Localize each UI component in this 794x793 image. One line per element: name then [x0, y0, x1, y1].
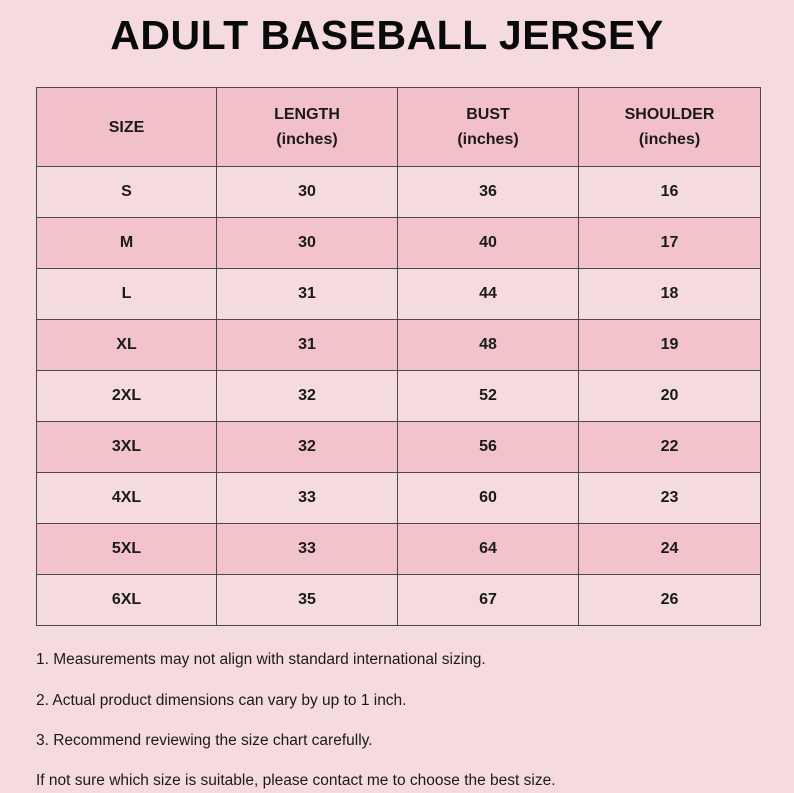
- cell-length: 31: [217, 269, 398, 320]
- header-size: [37, 88, 217, 167]
- cell-length: 30: [217, 167, 398, 218]
- cell-length: 35: [217, 575, 398, 626]
- cell-size: 6XL: [37, 575, 217, 626]
- cell-length: 32: [217, 422, 398, 473]
- cell-bust: 44: [398, 269, 579, 320]
- cell-shoulder: 18: [579, 269, 761, 320]
- cell-bust: 36: [398, 167, 579, 218]
- header-length-label: LENGTH: [274, 106, 340, 123]
- cell-shoulder: 20: [579, 371, 761, 422]
- page-title: ADULT BASEBALL JERSEY: [110, 12, 664, 58]
- cell-size: 4XL: [37, 473, 217, 524]
- note-item: 1. Measurements may not align with standard international sizing.: [36, 651, 486, 668]
- table-row: [37, 422, 761, 473]
- cell-bust: 48: [398, 320, 579, 371]
- cell-size: S: [37, 167, 217, 218]
- cell-length: 32: [217, 371, 398, 422]
- cell-shoulder: 26: [579, 575, 761, 626]
- table-row: [37, 320, 761, 371]
- header-length-unit: (inches): [276, 131, 338, 148]
- cell-shoulder: 16: [579, 167, 761, 218]
- cell-length: 31: [217, 320, 398, 371]
- cell-shoulder: 23: [579, 473, 761, 524]
- note-item: If not sure which size is suitable, please contact me to choose the best size.: [36, 772, 556, 789]
- header-bust: [398, 88, 579, 167]
- cell-length: 33: [217, 524, 398, 575]
- cell-shoulder: 19: [579, 320, 761, 371]
- cell-size: L: [37, 269, 217, 320]
- header-bust-unit: (inches): [457, 131, 519, 148]
- note-item: 2. Actual product dimensions can vary by up to 1 inch.: [36, 692, 407, 709]
- note-item: 3. Recommend reviewing the size chart carefully.: [36, 732, 373, 749]
- cell-size: 5XL: [37, 524, 217, 575]
- cell-size: M: [37, 218, 217, 269]
- cell-bust: 56: [398, 422, 579, 473]
- table-row: [37, 524, 761, 575]
- table-row: [37, 575, 761, 626]
- header-shoulder-unit: (inches): [638, 131, 701, 148]
- cell-bust: 40: [398, 218, 579, 269]
- header-size-label: SIZE: [108, 118, 145, 136]
- cell-size: XL: [37, 320, 217, 371]
- table-row: [37, 473, 761, 524]
- header-shoulder: [579, 88, 761, 167]
- header-length: [217, 88, 398, 167]
- table-row: [37, 269, 761, 320]
- cell-bust: 67: [398, 575, 579, 626]
- cell-size: 3XL: [37, 422, 217, 473]
- table-row: [37, 218, 761, 269]
- cell-length: 33: [217, 473, 398, 524]
- cell-size: 2XL: [37, 371, 217, 422]
- cell-bust: 52: [398, 371, 579, 422]
- header-shoulder-label: SHOULDER: [624, 106, 715, 123]
- cell-shoulder: 24: [579, 524, 761, 575]
- cell-bust: 60: [398, 473, 579, 524]
- size-chart-table: [36, 87, 761, 626]
- table-row: [37, 371, 761, 422]
- table-row: [37, 167, 761, 218]
- cell-shoulder: 17: [579, 218, 761, 269]
- cell-length: 30: [217, 218, 398, 269]
- table-header-row: [37, 88, 761, 167]
- header-bust-label: BUST: [466, 106, 510, 123]
- cell-shoulder: 22: [579, 422, 761, 473]
- cell-bust: 64: [398, 524, 579, 575]
